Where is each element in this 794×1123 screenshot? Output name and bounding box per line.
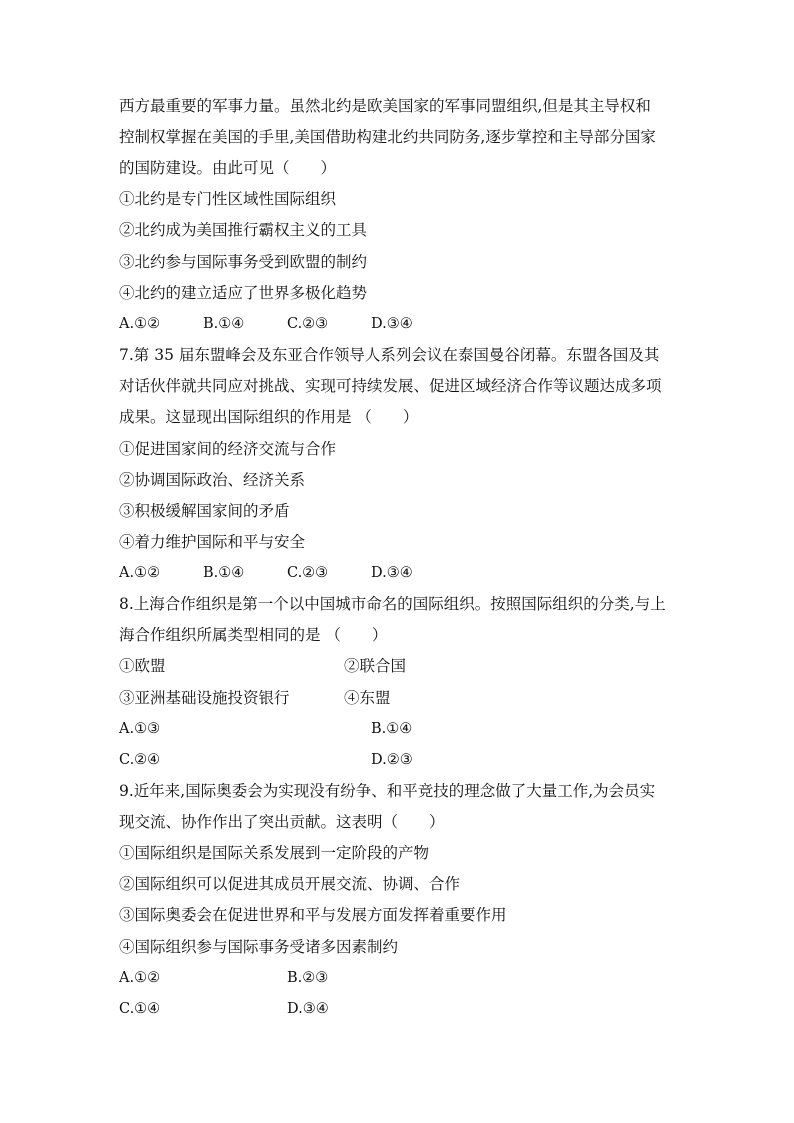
q7-option-d: D.③④ bbox=[371, 565, 413, 581]
q8-option-a: A.①③ bbox=[119, 721, 161, 737]
q6-item-3: ③北约参与国际事务受到欧盟的制约 bbox=[119, 253, 368, 271]
q7-option-a: A.①② bbox=[119, 565, 161, 581]
q6-stem-line-3: 的国防建设。由此可见（ ） bbox=[119, 159, 337, 177]
q7-item-1: ①促进国家间的经济交流与合作 bbox=[119, 440, 337, 458]
q7-item-3: ③积极缓解国家间的矛盾 bbox=[119, 502, 290, 520]
q7-option-c: C.②③ bbox=[287, 565, 329, 581]
q8-item-3: ③亚洲基础设施投资银行 bbox=[119, 689, 290, 707]
q6-option-c: C.②③ bbox=[287, 316, 329, 332]
q6-stem-line-1: 西方最重要的军事力量。虽然北约是欧美国家的军事同盟组织,但是其主导权和 bbox=[119, 97, 651, 115]
q6-option-a: A.①② bbox=[119, 316, 161, 332]
q6-item-2: ②北约成为美国推行霸权主义的工具 bbox=[119, 221, 368, 239]
q8-option-b: B.①④ bbox=[371, 721, 413, 737]
q8-option-c: C.②④ bbox=[119, 752, 161, 768]
q6-stem-line-2: 控制权掌握在美国的手里,美国借助构建北约共同防务,逐步掌控和主导部分国家 bbox=[119, 128, 656, 146]
q9-item-1: ①国际组织是国际关系发展到一定阶段的产物 bbox=[119, 844, 430, 862]
q9-item-2: ②国际组织可以促进其成员开展交流、协调、合作 bbox=[119, 875, 461, 893]
q8-item-2: ②联合国 bbox=[344, 657, 407, 675]
q8-item-4: ④东盟 bbox=[344, 689, 391, 707]
q9-item-3: ③国际奥委会在促进世界和平与发展方面发挥着重要作用 bbox=[119, 906, 507, 924]
q7-item-2: ②协调国际政治、经济关系 bbox=[119, 471, 306, 489]
q9-option-d: D.③④ bbox=[287, 1001, 329, 1017]
q9-item-4: ④国际组织参与国际事务受诸多因素制约 bbox=[119, 938, 399, 956]
q7-option-b: B.①④ bbox=[203, 565, 245, 581]
q6-item-1: ①北约是专门性区域性国际组织 bbox=[119, 190, 337, 208]
q8-stem-line-1: 8.上海合作组织是第一个以中国城市命名的国际组织。按照国际组织的分类,与上 bbox=[119, 595, 666, 613]
q6-item-4: ④北约的建立适应了世界多极化趋势 bbox=[119, 284, 368, 302]
q8-item-1: ①欧盟 bbox=[119, 657, 166, 675]
q8-stem-line-2: 海合作组织所属类型相同的是 （ ） bbox=[119, 626, 388, 644]
q9-option-a: A.①② bbox=[119, 970, 161, 986]
q9-option-b: B.②③ bbox=[287, 970, 329, 986]
q9-stem-line-2: 现交流、协作作出了突出贡献。这表明（ ） bbox=[119, 813, 445, 831]
q7-stem-line-2: 对话伙伴就共同应对挑战、实现可持续发展、促进区域经济合作等议题达成多项 bbox=[119, 377, 662, 395]
q7-item-4: ④着力维护国际和平与安全 bbox=[119, 533, 306, 551]
q9-option-c: C.①④ bbox=[119, 1001, 161, 1017]
q6-option-b: B.①④ bbox=[203, 316, 245, 332]
q7-stem-line-1: 7.第 35 届东盟峰会及东亚合作领导人系列会议在泰国曼谷闭幕。东盟各国及其 bbox=[119, 346, 660, 364]
q7-stem-line-3: 成果。这显现出国际组织的作用是 （ ） bbox=[119, 408, 419, 426]
q9-stem-line-1: 9.近年来,国际奥委会为实现没有纷争、和平竞技的理念做了大量工作,为会员实 bbox=[119, 782, 656, 800]
q6-option-d: D.③④ bbox=[371, 316, 413, 332]
q8-option-d: D.②③ bbox=[371, 752, 413, 768]
